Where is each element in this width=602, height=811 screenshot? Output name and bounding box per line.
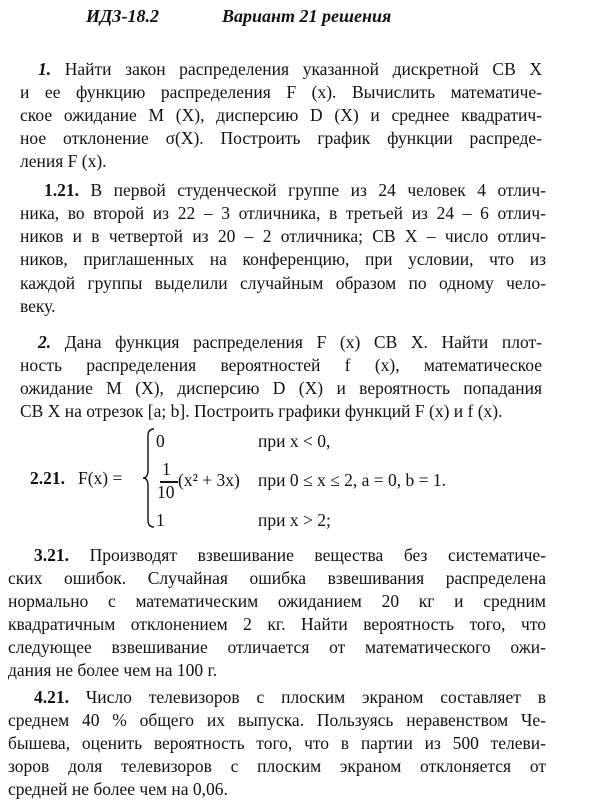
task2-text-1: Дана функция распределения F (x) СВ X. Найти плот- [64,332,542,352]
fraction-denominator: 10 [157,482,175,502]
problem121-line-5: каждой группы выделили случайным образом по одному чело- [20,273,546,293]
task1-line-2: и ее функцию распределения F (x). Вычислить математиче- [20,82,542,102]
case1-condition: при x < 0, [258,431,331,451]
fraction-numerator: 1 [162,459,171,479]
task1-line-4: ное отклонение σ(X). Построить график функции распреде- [20,128,542,148]
task1-number: 1. [38,59,52,79]
task2-line-3: ожидание M (X), дисперсию D (X) и вероятность попадания [20,378,542,398]
problem421-line-4: зоров доля телевизоров с плоским экраном отклоняется от [8,756,546,776]
problem121-line-3: ников и в четвертой из 20 – 2 отличника; СВ X – число отлич- [20,226,546,246]
problem321-number: 3.21. [34,545,69,565]
problem421-line-2: среднем 40 % общего их выпуска. Пользуясь неравенством Че- [8,710,546,730]
task1-text-1: Найти закон распределения указанной дискретной СВ X [64,59,543,79]
problem121-text-1: В первой студенческой группе из 24 человек 4 отлич- [90,180,546,200]
problem321-line-1 [34,544,546,566]
problem421-line-5: средней не более чем на 0,06. [8,779,228,799]
task2-line-2: ность распределения вероятностей f (x), математическое [20,355,542,375]
variant-title: Вариант 21 решения [222,6,392,26]
case3-value: 1 [156,510,165,530]
task1-line-3: ское ожидание M (X), дисперсию D (X) и среднее квадратич- [20,105,542,125]
task2-line-4: СВ X на отрезок [a; b]. Построить графики функций F (x) и f (x). [20,401,503,421]
case2-value: (x² + 3x) [178,470,240,490]
piecewise-brace [142,428,156,528]
problem221-number: 2.21. [30,468,65,488]
task2-number: 2. [38,332,52,352]
problem321-text-1: Производят взвешивание вещества без систематиче- [89,545,546,565]
problem221-fx: F(x) = [78,468,123,488]
task1-line-1 [38,58,542,80]
case2-condition: при 0 ≤ x ≤ 2, a = 0, b = 1. [258,470,446,490]
problem321-line-3: нормально с математическим ожиданием 20 кг и средним [8,591,546,611]
case1-value: 0 [156,431,165,451]
problem121-number: 1.21. [44,180,79,200]
task2-line-1 [38,331,542,353]
problem421-line-3: бышева, оценить вероятность того, что в партии из 500 телеви- [8,733,546,753]
problem421-text-1: Число телевизоров с плоским экраном составляет в [85,687,546,707]
problem321-line-5: следующее взвешивание отличается от математического ожи- [8,637,546,657]
problem121-line-6: веку. [20,296,56,316]
case3-condition: при x > 2; [258,510,331,530]
assignment-code: ИДЗ-18.2 [86,6,159,26]
problem121-line-1 [44,179,546,201]
problem321-line-2: ских ошибок. Случайная ошибка взвешивания распределена [8,568,546,588]
problem121-line-2: ника, во второй из 22 – 3 отличника, в третьей из 24 – 6 отлич- [20,203,546,223]
problem321-line-4: квадратичным отклонением 2 кг. Найти вероятность того, что [8,614,546,634]
problem121-line-4: ников, приглашенных на конференцию, при условии, что из [20,249,546,269]
problem321-line-6: дания не более чем на 100 г. [8,660,218,680]
problem421-line-1 [34,686,546,708]
task1-line-5: ления F (x). [20,151,107,171]
problem421-number: 4.21. [34,687,69,707]
